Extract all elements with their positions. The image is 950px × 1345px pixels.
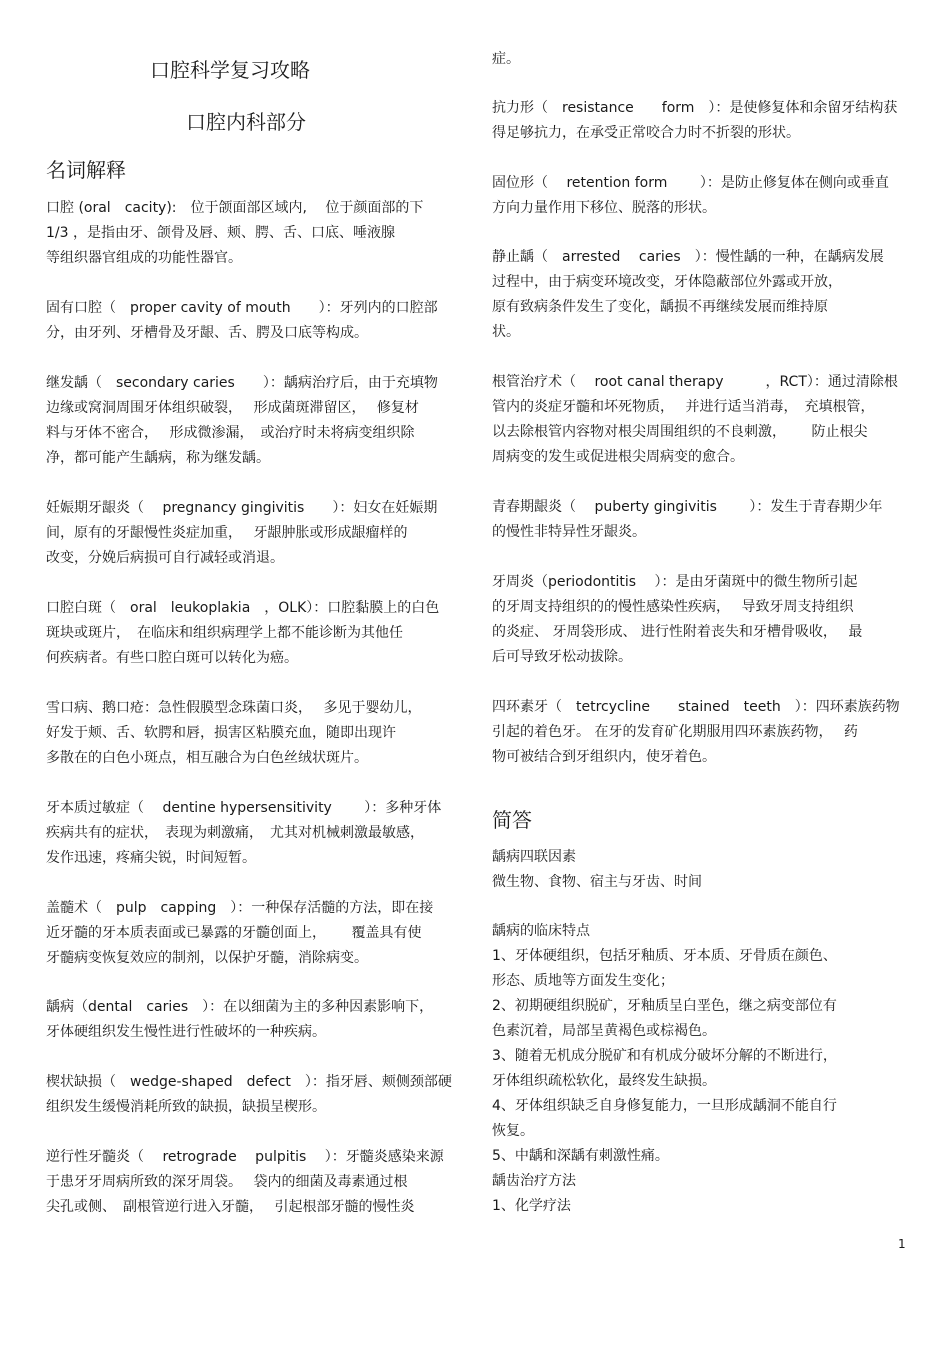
term-entry [46, 896, 433, 971]
term-entry [492, 370, 898, 470]
term-entry [46, 1070, 452, 1120]
term-entry-line: 口腔白斑（ oral leukoplakia ，OLK）：口腔黏膜上的白色 [46, 600, 440, 616]
term-entry-line: 管内的炎症牙髓和坏死物质， 并进行适当消毒， 充填根管， [492, 399, 875, 415]
qa-group-line: 4、牙体组织缺乏自身修复能力，一旦形成龋洞不能自行 [492, 1098, 837, 1114]
term-entry-line: 料与牙体不密合， 形成微渗漏， 或治疗时未将病变组织除 [46, 425, 415, 441]
term-entry-line: 发作迅速，疼痛尖锐，时间短暂。 [46, 850, 256, 866]
term-entry [492, 47, 520, 72]
qa-group-line: 形态、质地等方面发生变化； [492, 973, 674, 989]
term-entry [46, 496, 437, 571]
term-entry-line: 方向力量作用下移位、脱落的形状。 [492, 200, 716, 216]
term-entry-line: 口腔 (oral cacity): 位于颌面部区域内, 位于颜面部的下 [46, 200, 424, 216]
term-entry-line: 楔状缺损（ wedge-shaped defect ）：指牙唇、颊侧颈部硬 [46, 1074, 452, 1090]
term-entry-line: 过程中，由于病变环境改变，牙体隐蔽部位外露或开放， [492, 274, 842, 290]
term-entry [46, 1145, 444, 1220]
qa-group-line: 龋病四联因素 [492, 849, 576, 865]
term-entry-line: 雪口病、鹅口疮：急性假膜型念珠菌口炎， 多见于婴幼儿， [46, 700, 422, 716]
term-entry-line: 物可被结合到牙组织内，使牙着色。 [492, 749, 716, 765]
term-entry [46, 296, 438, 346]
qa-group [492, 919, 837, 1219]
term-entry-line: 状。 [492, 324, 520, 340]
term-entry [492, 695, 900, 770]
qa-group-line: 色素沉着，局部呈黄褐色或棕褐色。 [492, 1023, 716, 1039]
term-entry-line: 的炎症、 牙周袋形成、 进行性附着丧失和牙槽骨吸收， 最 [492, 624, 863, 640]
term-entry-line: 净，都可能产生龋病，称为继发龋。 [46, 450, 270, 466]
term-entry-line: 以去除根管内容物对根尖周围组织的不良刺激， 防止根尖 [492, 424, 868, 440]
term-entry-line: 固位形（ retention form ）：是防止修复体在侧向或垂直 [492, 175, 889, 191]
term-entry-line: 等组织器官组成的功能性器官。 [46, 250, 242, 266]
term-entry-line: 1/3 ，是指由牙、颌骨及唇、颊、腭、舌、口底、唾液腺 [46, 225, 395, 241]
term-entry-line: 边缘或窝洞周围牙体组织破裂， 形成菌斑滞留区， 修复材 [46, 400, 419, 416]
term-entry-line: 后可导致牙松动拔除。 [492, 649, 632, 665]
term-entry-line: 好发于颊、舌、软腭和唇，损害区粘膜充血，随即出现许 [46, 725, 396, 741]
term-entry-line: 牙髓病变恢复效应的制剂，以保护牙髓，消除病变。 [46, 950, 368, 966]
term-entry-line: 逆行性牙髓炎（ retrograde pulpitis ）：牙髓炎感染来源 [46, 1149, 444, 1165]
term-entry-line: 固有口腔（ proper cavity of mouth ）：牙列内的口腔部 [46, 300, 438, 316]
term-entry [492, 495, 882, 545]
term-entry-line: 周病变的发生或促进根尖周病变的愈合。 [492, 449, 744, 465]
term-entry-line: 近牙髓的牙本质表面或已暴露的牙髓创面上， 覆盖具有使 [46, 925, 422, 941]
qa-group-line: 1、化学疗法 [492, 1198, 571, 1214]
term-entry [492, 171, 889, 221]
qa-group-line: 牙体组织疏松软化，最终发生缺损。 [492, 1073, 716, 1089]
term-entry-line: 症。 [492, 51, 520, 67]
term-entry-line: 斑块或斑片， 在临床和组织病理学上都不能诊断为其他任 [46, 625, 403, 641]
term-entry-line: 于患牙牙周病所致的深牙周袋。 袋内的细菌及毒素通过根 [46, 1174, 408, 1190]
term-entry-line: 何疾病者。有些口腔白斑可以转化为癌。 [46, 650, 298, 666]
qa-group-line: 恢复。 [492, 1123, 534, 1139]
term-entry-line: 改变，分娩后病损可自行减轻或消退。 [46, 550, 284, 566]
term-entry-line: 的牙周支持组织的的慢性感染性疾病， 导致牙周支持组织 [492, 599, 854, 615]
term-entry-line: 分，由牙列、牙槽骨及牙龈、舌、腭及口底等构成。 [46, 325, 368, 341]
term-entry-line: 疾病共有的症状， 表现为刺激痛， 尤其对机械刺激最敏感， [46, 825, 424, 841]
term-entry-line: 得足够抗力，在承受正常咬合力时不折裂的形状。 [492, 125, 800, 141]
term-entry-line: 牙体硬组织发生慢性进行性破坏的一种疾病。 [46, 1024, 326, 1040]
term-entry [46, 196, 423, 271]
qa-group-line: 2、初期硬组织脱矿，牙釉质呈白垩色，继之病变部位有 [492, 998, 837, 1014]
term-entry-line: 牙周炎（periodontitis ）：是由牙菌斑中的微生物所引起 [492, 574, 858, 590]
term-entry [46, 371, 438, 471]
term-entry [492, 570, 862, 670]
qa-group-line: 微生物、食物、宿主与牙齿、时间 [492, 874, 702, 890]
term-entry-line: 尖孔或侧、 副根管逆行进入牙髓， 引起根部牙髓的慢性炎 [46, 1199, 415, 1215]
qa-group-line: 龋齿治疗方法 [492, 1173, 576, 1189]
term-entry-line: 妊娠期牙龈炎（ pregnancy gingivitis ）：妇女在妊娠期 [46, 500, 438, 516]
terms-heading: 名词解释 [46, 158, 126, 182]
qa-group [492, 845, 702, 895]
term-entry-line: 根管治疗术（ root canal therapy ，RCT）：通过清除根 [492, 374, 898, 390]
term-entry [46, 596, 439, 671]
term-entry [492, 245, 884, 345]
qa-group-line: 1、牙体硬组织，包括牙釉质、牙本质、牙骨质在颜色、 [492, 948, 837, 964]
term-entry [492, 96, 897, 146]
term-entry-line: 引起的着色牙。 在牙的发育矿化期服用四环素族药物， 药 [492, 724, 858, 740]
term-entry-line: 青春期龈炎（ puberty gingivitis ）：发生于青春期少年 [492, 499, 883, 515]
term-entry-line: 抗力形（ resistance form ）：是使修复体和余留牙结构获 [492, 100, 898, 116]
qa-heading: 简答 [492, 808, 532, 832]
section-title: 口腔内科部分 [186, 110, 306, 134]
term-entry [46, 995, 433, 1045]
qa-group-line: 龋病的临床特点 [492, 923, 590, 939]
qa-group-line: 5、中龋和深龋有刺激性痛。 [492, 1148, 669, 1164]
page-number: 1 [898, 1237, 906, 1251]
term-entry-line: 的慢性非特异性牙龈炎。 [492, 524, 646, 540]
term-entry-line: 原有致病条件发生了变化，龋损不再继续发展而维持原 [492, 299, 828, 315]
qa-group-line: 3、随着无机成分脱矿和有机成分破坏分解的不断进行， [492, 1048, 837, 1064]
term-entry-line: 多散在的白色小斑点，相互融合为白色丝绒状斑片。 [46, 750, 368, 766]
term-entry [46, 696, 421, 771]
term-entry-line: 盖髓术（ pulp capping ）：一种保存活髓的方法，即在接 [46, 900, 434, 916]
term-entry-line: 四环素牙（ tetrcycline stained teeth ）：四环素族药物 [492, 699, 900, 715]
doc-title: 口腔科学复习攻略 [150, 58, 310, 82]
term-entry-line: 继发龋（ secondary caries ）：龋病治疗后，由于充填物 [46, 375, 438, 391]
term-entry-line: 牙本质过敏症（ dentine hypersensitivity ）：多种牙体 [46, 800, 442, 816]
term-entry-line: 组织发生缓慢消耗所致的缺损，缺损呈楔形。 [46, 1099, 326, 1115]
term-entry-line: 间，原有的牙龈慢性炎症加重， 牙龈肿胀或形成龈瘤样的 [46, 525, 408, 541]
term-entry-line: 静止龋（ arrested caries ）：慢性龋的一种，在龋病发展 [492, 249, 884, 265]
term-entry [46, 796, 441, 871]
term-entry-line: 龋病（dental caries ）：在以细菌为主的多种因素影响下， [46, 999, 434, 1015]
